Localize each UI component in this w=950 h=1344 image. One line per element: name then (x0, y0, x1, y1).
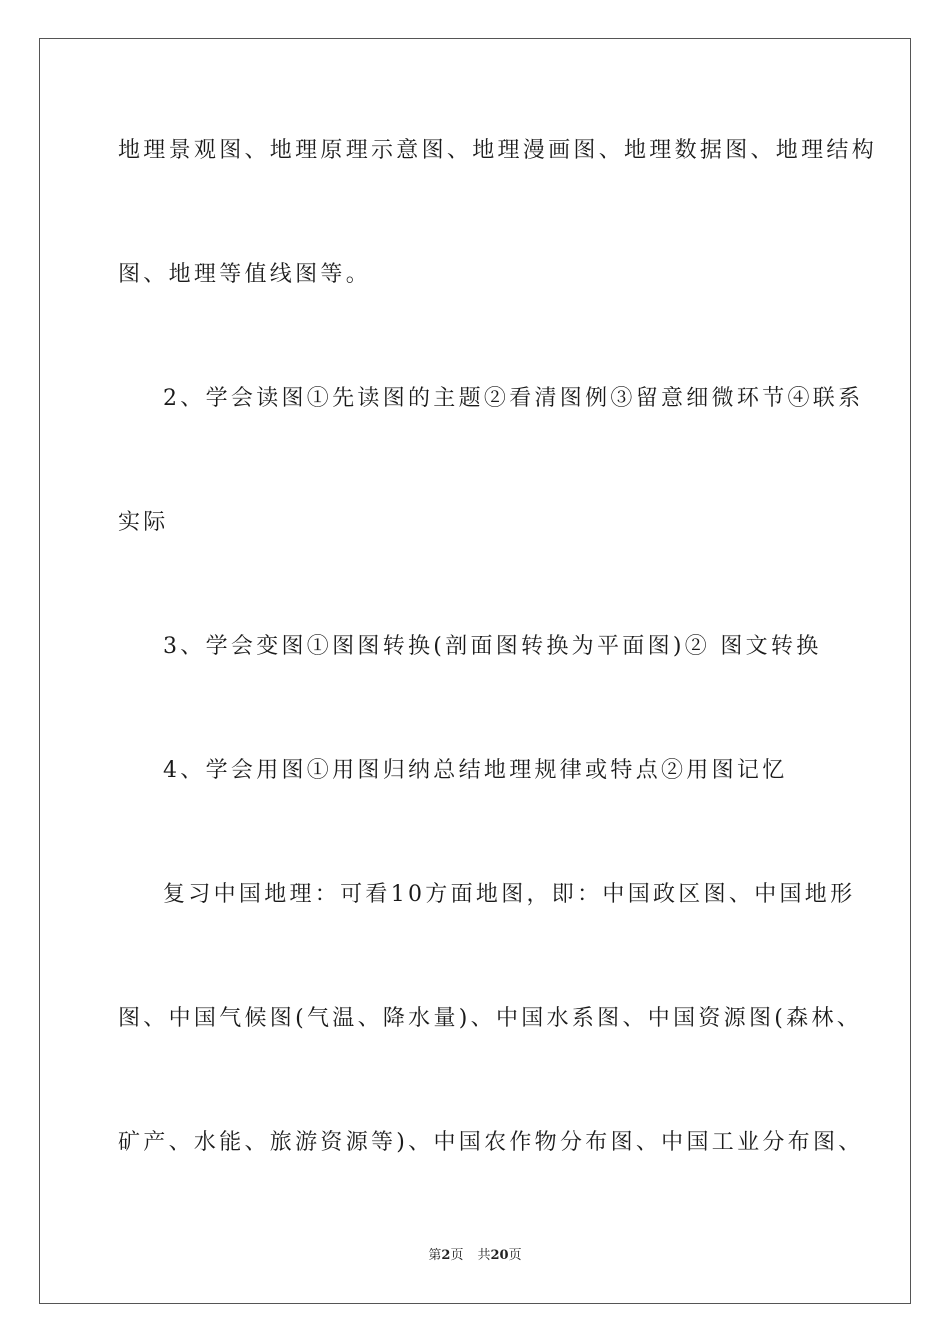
list-item-3: 3、学会变图①图图转换(剖面图转换为平面图)② 图文转换 (163, 634, 822, 659)
paragraph-review-line-1: 复习中国地理：可看10方面地图，即：中国政区图、中国地形 (163, 882, 856, 907)
paragraph-review-line-2: 图、中国气候图(气温、降水量)、中国水系图、中国资源图(森林、 (118, 1006, 863, 1031)
footer-total-suffix: 页 (508, 1248, 522, 1263)
paragraph-review-line-3: 矿产、水能、旅游资源等)、中国农作物分布图、中国工业分布图、 (118, 1130, 864, 1155)
page-footer (0, 1247, 950, 1265)
footer-total-pages: 20 (490, 1248, 509, 1263)
list-item-2-line-2: 实际 (118, 510, 169, 535)
body-text-line-2: 图、地理等值线图等。 (118, 262, 372, 287)
page-border (39, 38, 911, 1304)
body-text-line-1: 地理景观图、地理原理示意图、地理漫画图、地理数据图、地理结构 (118, 138, 878, 163)
footer-page-suffix: 页 (450, 1248, 464, 1263)
list-item-4: 4、学会用图①用图归纳总结地理规律或特点②用图记忆 (163, 758, 788, 783)
list-item-2-line-1: 2、学会读图①先读图的主题②看清图例③留意细微环节④联系 (163, 386, 864, 411)
footer-total-prefix: 共 (477, 1248, 491, 1263)
footer-page-number: 2 (441, 1248, 451, 1263)
footer-page-prefix: 第 (428, 1248, 442, 1263)
